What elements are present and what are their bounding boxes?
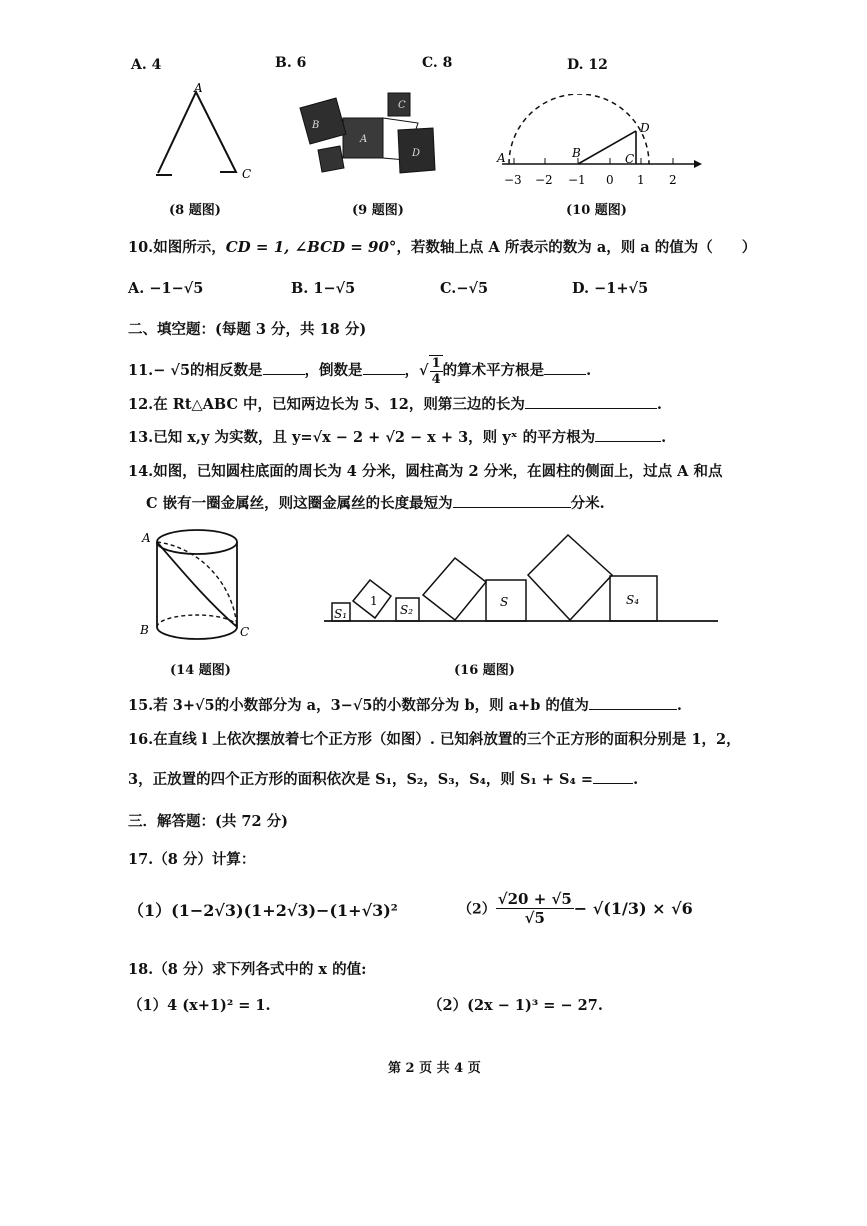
figure-8-caption: (8 题图) — [169, 203, 221, 218]
fig10-label-c: C — [625, 152, 635, 166]
option-a: A. 4 — [131, 57, 162, 73]
figure-16-caption: (16 题图) — [454, 663, 515, 678]
question-17-part-2: （2） $\frac{√20 + √5}{√5}$ − √(1/3) × √6 — [458, 890, 693, 927]
question-13: 13.已知 x,y 为实数，且 y=√x − 2 + √2 − x + 3，则 yˣ 的平方根为 . — [128, 429, 667, 446]
page-footer: 第 2 页 共 4 页 — [388, 1061, 481, 1076]
q10-option-c: C.−√5 — [440, 280, 489, 297]
figure-8-triangle — [140, 80, 270, 190]
question-18-part-2: （2）(2x − 1)³ = − 27. — [428, 997, 603, 1014]
question-11: 11.− √5的相反数是 ，倒数是 ，√ $\frac{1}{4}$ 的算术平方根是 . — [128, 356, 592, 387]
section-2-heading: 二、填空题：(每题 3 分，共 18 分) — [128, 321, 367, 338]
fig16-label-s3: S — [500, 595, 509, 609]
q10-option-d: D. −1+√5 — [572, 280, 649, 297]
question-14-line-1: 14.如图，已知圆柱底面的周长为 4 分米，圆柱高为 2 分米，在圆柱的侧面上，过点 A 和点 — [128, 463, 723, 480]
q10-option-a: A. −1−√5 — [128, 280, 204, 297]
section-3-heading: 三．解答题：(共 72 分) — [128, 813, 288, 830]
question-18-part-1: （1）4 (x+1)² = 1. — [128, 997, 271, 1014]
fig8-label-a: A — [194, 81, 203, 95]
fig9-label-c: C — [398, 100, 406, 111]
fig10-label-a: A — [497, 151, 506, 165]
fig9-label-b: B — [312, 120, 320, 131]
fig10-tick-label: −2 — [535, 173, 553, 187]
fig14-label-a: A — [142, 531, 151, 545]
question-16-line-2: 3，正放置的四个正方形的面积依次是 S₁，S₂，S₃，S₄，则 S₁ + S₄ = . — [128, 771, 639, 788]
figure-9-caption: (9 题图) — [352, 203, 404, 218]
fig10-tick-label: 2 — [669, 173, 677, 187]
fig9-label-d: D — [412, 148, 421, 159]
option-c: C. 8 — [422, 55, 453, 71]
q10-condition: CD = 1, ∠BCD = 90° — [225, 238, 397, 256]
figure-10-number-line — [494, 94, 704, 194]
question-17-part-1: （1）(1−2√3)(1+2√3)−(1+√3)² — [128, 901, 398, 920]
question-18-title: 18.（8 分）求下列各式中的 x 的值: — [128, 961, 367, 978]
q10-option-b: B. 1−√5 — [291, 280, 356, 297]
fig10-tick-label: 1 — [637, 173, 645, 187]
figure-10-caption: (10 题图) — [566, 203, 627, 218]
question-16-line-1: 16.在直线 l 上依次摆放着七个正方形（如图）. 已知斜放置的三个正方形的面积分别是 1，2， — [128, 731, 741, 748]
question-17-title: 17.（8 分）计算： — [128, 851, 256, 868]
question-12: 12.在 Rt△ABC 中，已知两边长为 5、12，则第三边的长为 . — [128, 396, 662, 413]
question-10: 10.如图所示，CD = 1, ∠BCD = 90°，若数轴上点 A 所表示的数为 a，则 a 的值为（ ） — [128, 238, 757, 256]
fig10-tick-label: −1 — [568, 173, 586, 187]
question-15: 15.若 3+√5的小数部分为 a，3−√5的小数部分为 b，则 a+b 的值为 . — [128, 697, 682, 714]
fig16-label-s2: S₂ — [400, 603, 414, 617]
option-d: D. 12 — [567, 57, 608, 73]
figure-14-caption: (14 题图) — [170, 663, 231, 678]
figure-9-squares — [288, 88, 458, 188]
fig8-label-c: C — [242, 167, 252, 181]
fig16-label-s1: S₁ — [334, 607, 348, 621]
fig16-label-1: 1 — [370, 594, 378, 608]
figure-14-cylinder — [138, 522, 258, 650]
fig10-tick-label: −3 — [504, 173, 522, 187]
fig10-tick-label: 0 — [606, 173, 614, 187]
fig16-label-s4: S₄ — [626, 593, 640, 607]
fig9-label-a: A — [360, 134, 368, 145]
fig14-label-c: C — [240, 625, 250, 639]
question-14-line-2: C 嵌有一圈金属丝，则这圈金属丝的长度最短为 分米. — [146, 495, 605, 512]
figure-16-squares — [320, 530, 720, 630]
option-b: B. 6 — [275, 55, 307, 71]
fig14-label-b: B — [140, 623, 149, 637]
fig10-label-d: D — [640, 121, 650, 135]
fig10-label-b: B — [572, 146, 581, 160]
